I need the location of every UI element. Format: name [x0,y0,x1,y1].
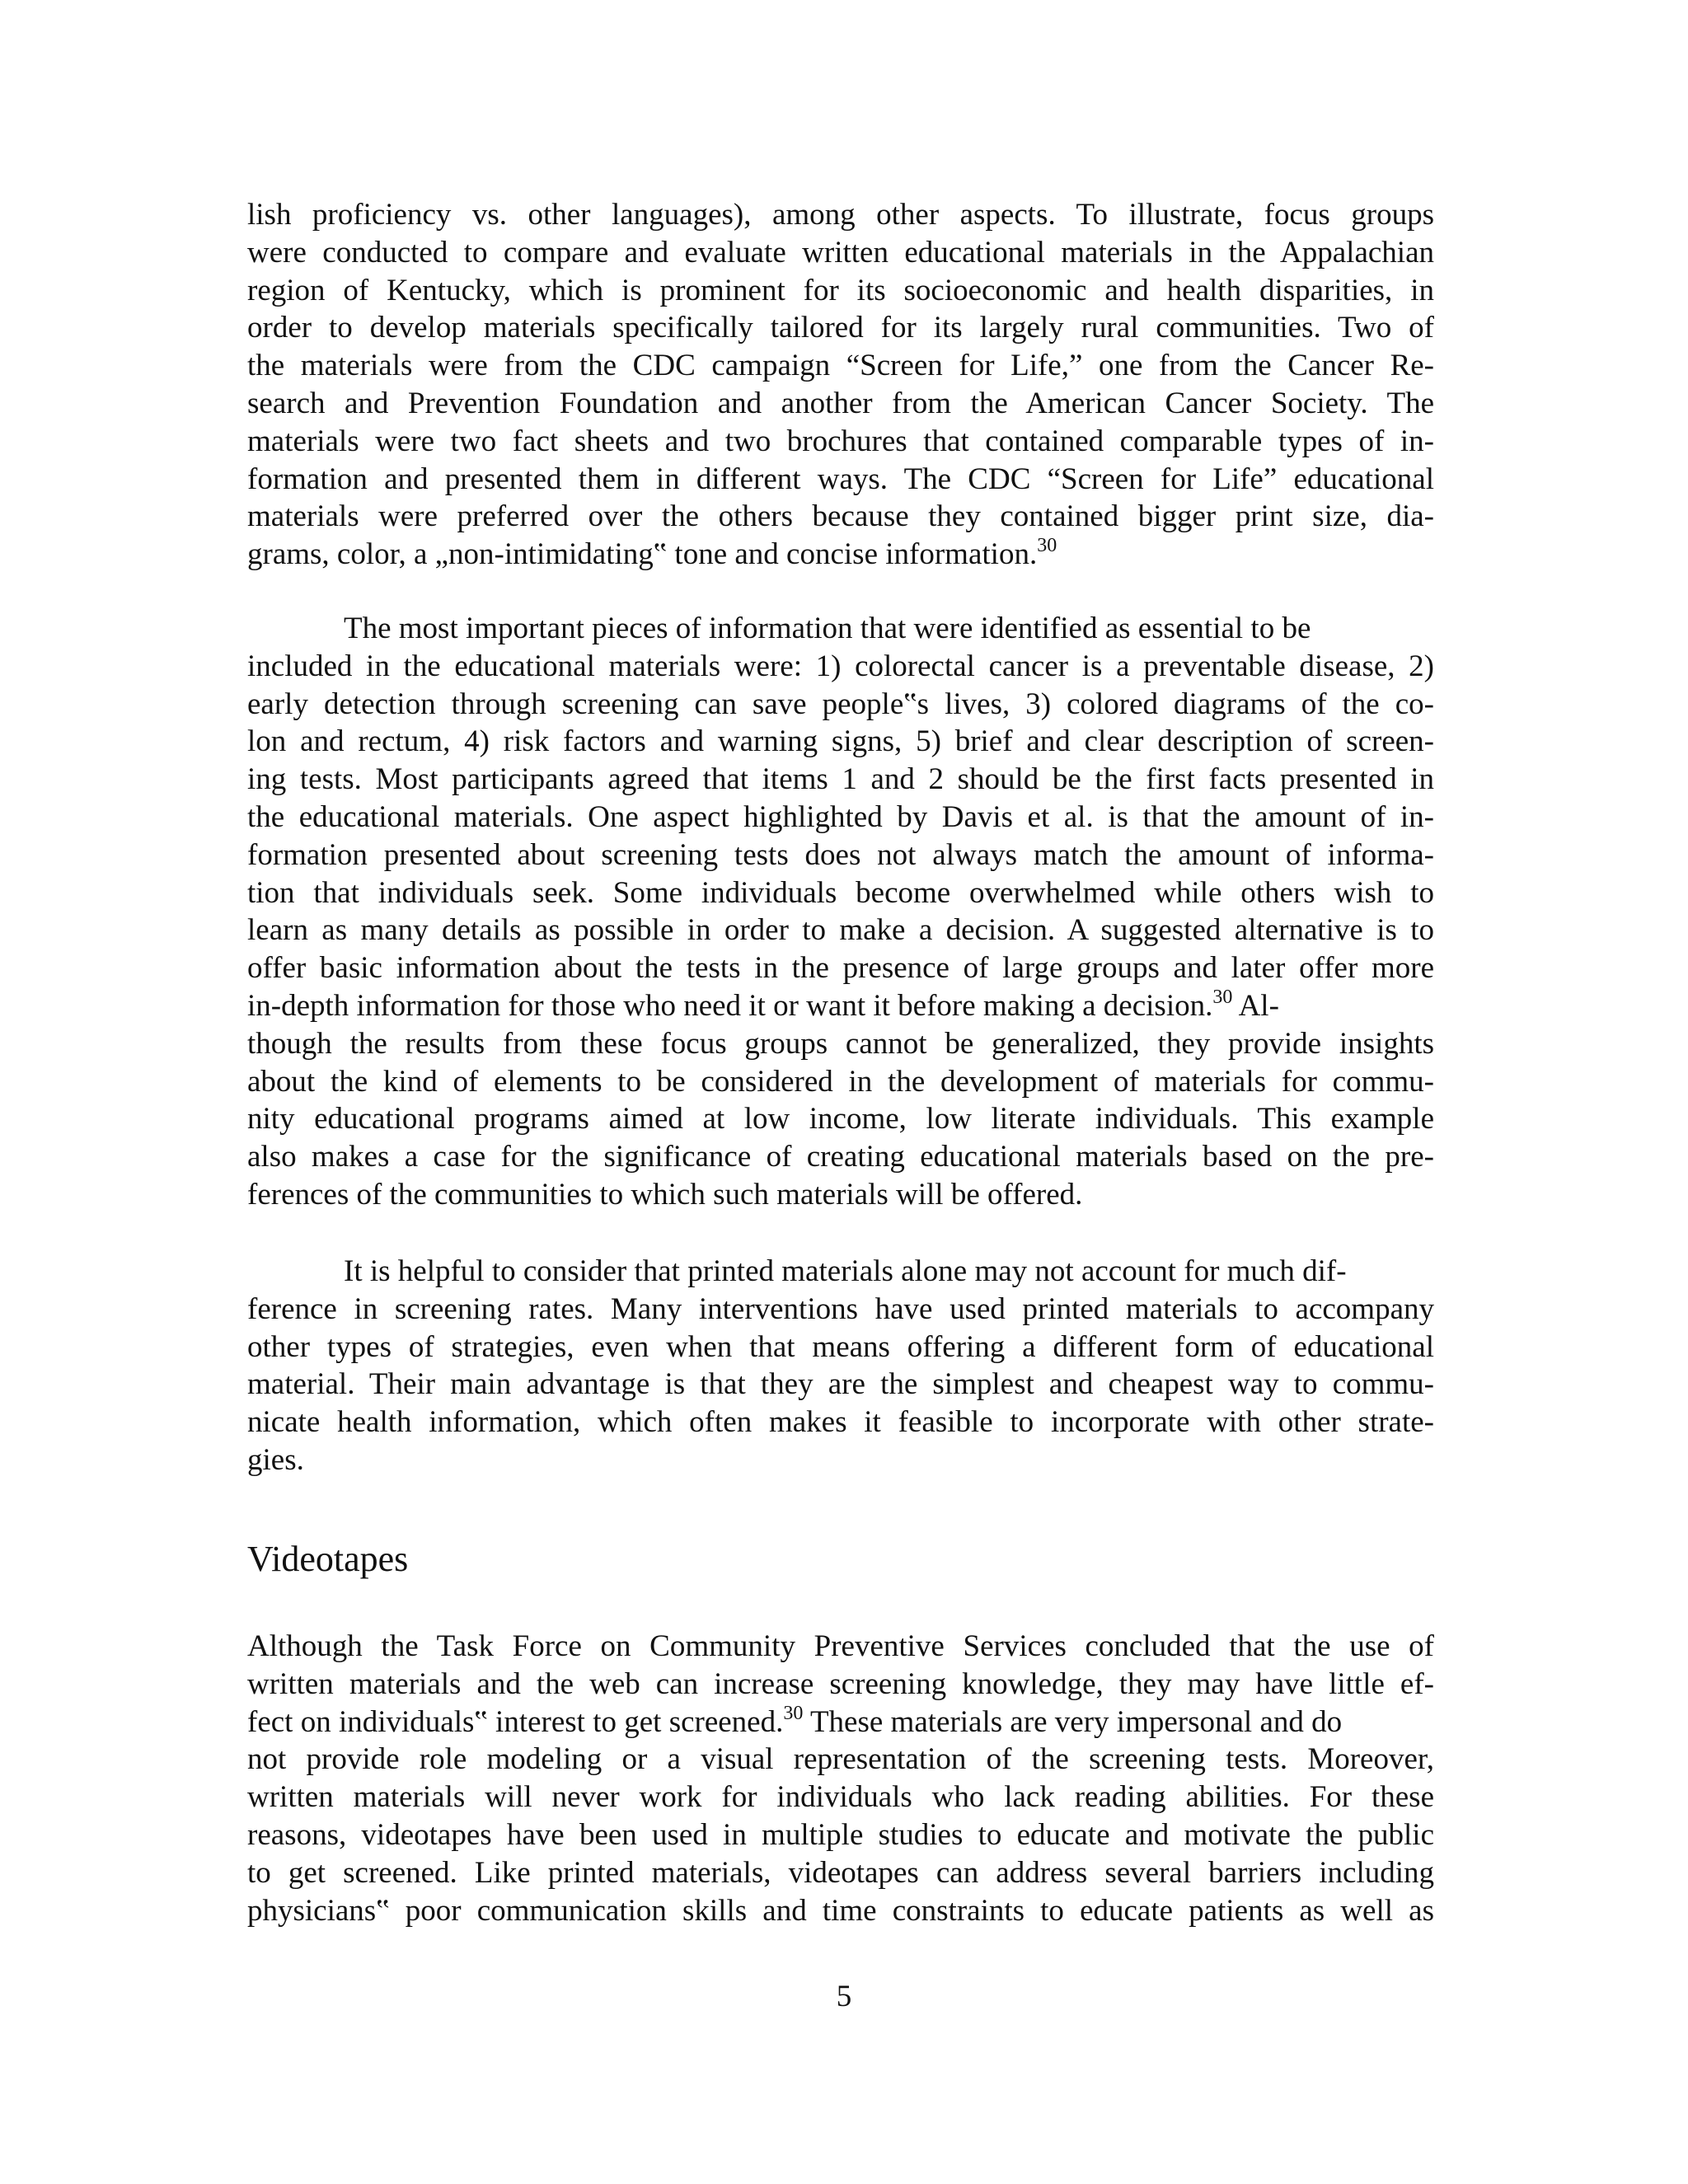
text-line-last [247,536,1434,574]
text-line: were conducted to compare and evaluate written educational materials in the Appalachian [247,235,1434,269]
text-line: order to develop materials specifically tailored for its largely rural communities. Two of [247,311,1434,345]
text-line: other types of strategies, even when that means offering a different form of educational [247,1329,1434,1364]
text-line: written materials and the web can increase screening knowledge, they may have little ef- [247,1666,1434,1701]
page-number: 5 [836,1980,852,2013]
text-line: about the kind of elements to be considered in the development of materials for commu- [247,1064,1434,1099]
reference-superscript: 30 [783,1702,804,1724]
text-line: nicate health information, which often makes it feasible to incorporate with other strate- [247,1405,1434,1440]
text-line: ing tests. Most participants agreed that items 1 and 2 should be the first facts presented in [247,762,1434,797]
text-line: Although the Task Force on Community Preventive Services concluded that the use of [247,1629,1434,1663]
paragraph-essential-information [247,610,1434,1214]
text-line-last: gies. [247,1442,304,1477]
paragraph-videotapes [247,1628,1434,1929]
text-line: written materials will never work for individuals who lack reading abilities. For these [247,1780,1434,1815]
text-line: though the results from these focus groups cannot be generalized, they provide insights [247,1026,1434,1061]
text-line: nity educational programs aimed at low income, low literate individuals. This example [247,1102,1434,1137]
text-line: ference in screening rates. Many interventions have used printed materials to accompany [247,1291,1434,1326]
text-run: grams, color, a „non-intimidating‟ tone and concise information. [247,537,1038,572]
text-line: search and Prevention Foundation and another from the American Cancer Society. The [247,386,1434,420]
text-line: lon and rectum, 4) risk factors and warning signs, 5) brief and clear description of screen- [247,724,1434,759]
text-line-with-reference [247,1704,1434,1741]
text-run: fect on individuals‟ interest to get screened. [247,1704,784,1739]
reference-superscript: 30 [1037,535,1057,557]
text-line: materials were two fact sheets and two brochures that contained comparable types of in- [247,424,1434,458]
text-line: not provide role modeling or a visual representation of the screening tests. Moreover, [247,1742,1434,1777]
text-line: to get screened. Like printed materials, videotapes can address several barriers including [247,1855,1434,1890]
text-line-indented: The most important pieces of information that were identified as essential to be [344,612,1311,645]
paragraph-printed-materials [247,1253,1434,1479]
text-line: offer basic information about the tests in the presence of large groups and later offer more [247,951,1434,986]
text-line: lish proficiency vs. other languages), among other aspects. To illustrate, focus groups [247,198,1434,232]
text-line: early detection through screening can save people‟s lives, 3) colored diagrams of the co- [247,687,1434,721]
text-line: tion that individuals seek. Some individuals become overwhelmed while others wish to [247,875,1434,910]
text-line: materials were preferred over the others because they contained bigger print size, dia- [247,499,1434,534]
text-line-indented: It is helpful to consider that printed materials alone may not account for much dif- [344,1254,1347,1288]
text-line: included in the educational materials were: 1) colorectal cancer is a preventable disease, 2) [247,649,1434,683]
text-line: formation and presented them in different ways. The CDC “Screen for Life” educational [247,462,1434,496]
text-line: physicians‟ poor communication skills and time constraints to educate patients as well as [247,1893,1434,1928]
reference-superscript: 30 [1212,986,1233,1008]
text-line: region of Kentucky, which is prominent for its socioeconomic and health disparities, in [247,273,1434,307]
paragraph-focus-groups [247,196,1434,574]
text-line: also makes a case for the significance of creating educational materials based on the pre- [247,1140,1434,1174]
text-line: the materials were from the CDC campaign “Screen for Life,” one from the Cancer Re- [247,349,1434,383]
text-run: Al- [1232,988,1279,1023]
text-line: formation presented about screening tests does not always match the amount of informa- [247,837,1434,872]
text-line: material. Their main advantage is that they are the simplest and cheapest way to commu- [247,1367,1434,1402]
section-heading: Videotapes [247,1539,409,1579]
text-line: the educational materials. One aspect highlighted by Davis et al. is that the amount of in- [247,799,1434,834]
text-line: reasons, videotapes have been used in multiple studies to educate and motivate the public [247,1817,1434,1852]
text-run: These materials are very impersonal and do [803,1704,1343,1739]
text-line: learn as many details as possible in order to make a decision. A suggested alternative is to [247,913,1434,948]
text-line-with-reference [247,987,1434,1025]
text-line-last: ferences of the communities to which such materials will be offered. [247,1177,1083,1212]
text-run: in-depth information for those who need it or want it before making a decision. [247,988,1213,1023]
